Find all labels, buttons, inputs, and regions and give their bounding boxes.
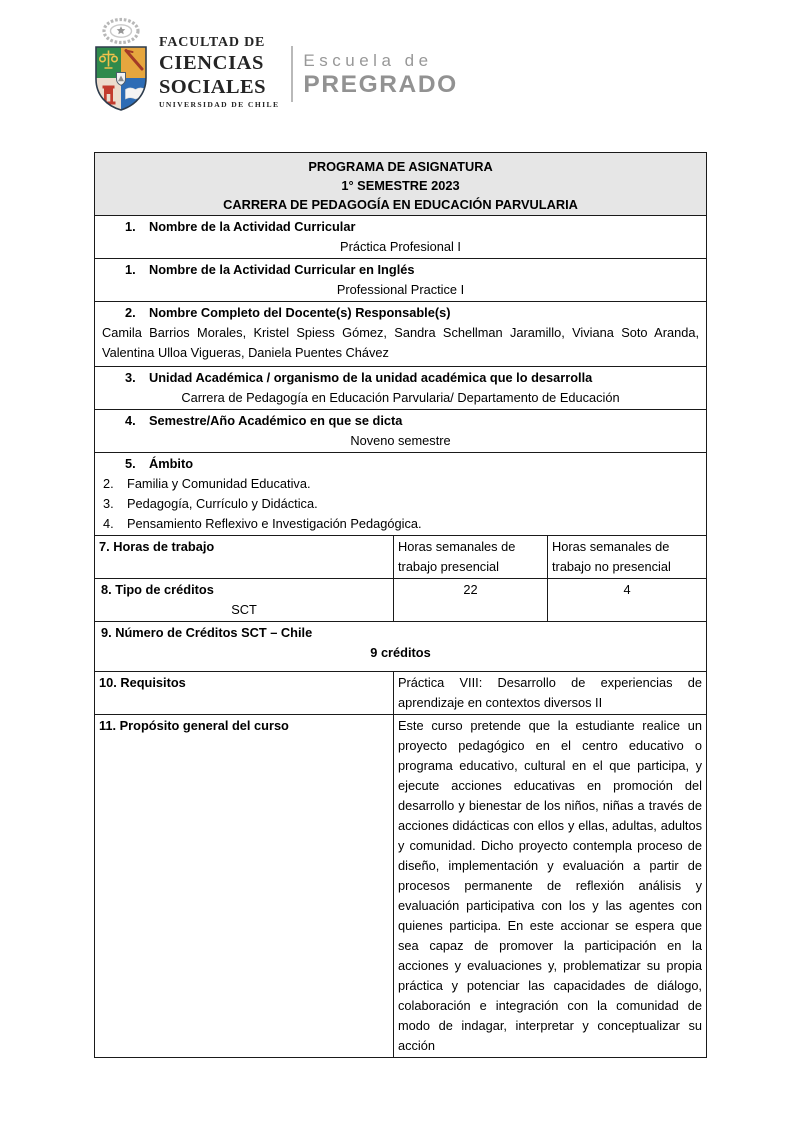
field-number: 5. [125,456,136,471]
field-semester-year [95,410,707,453]
field-value: Camila Barrios Morales, Kristel Spiess Gómez, Sandra Schellman Jaramillo, Viviana Soto Aranda, Valentina Ulloa Vigueras, Daniela Puentes Chávez [102,325,699,360]
school-name [303,52,457,98]
field-title: Nombre Completo del Docente(s) Responsable(s) [149,305,451,320]
requirements-value: Práctica VIII: Desarrollo de experiencias de aprendizaje en contextos diversos II [394,672,707,715]
field-number: 3. [125,370,136,385]
sct-credits-value: 9 créditos [370,645,431,660]
logo [92,16,458,114]
program-semester: 1° SEMESTRE 2023 [341,178,460,193]
field-purpose-label: 11. Propósito general del curso [95,715,394,1058]
field-value: Noveno semestre [350,433,451,448]
field-credit-type [95,579,394,622]
field-value: Práctica Profesional I [340,239,461,254]
field-title: Semestre/Año Académico en que se dicta [149,413,403,428]
faculty-line: SOCIALES [159,75,266,98]
field-title: Ámbito [149,456,194,471]
shield-quadrants [96,47,146,112]
ambito-item: 4. Pensamiento Reflexivo e Investigación Pedagógica. [103,516,422,531]
field-value: Carrera de Pedagogía en Educación Parvularia/ Departamento de Educación [181,390,620,405]
hours-no-presencial-value: 4 [548,579,707,622]
ambito-item: 2. Familia y Comunidad Educativa. [103,476,311,491]
center-emblem-icon [117,73,126,86]
field-requirements-label: 10. Requisitos [95,672,394,715]
university-shield-logo [92,16,150,114]
faculty-name [159,36,279,109]
field-title: 9. Número de Créditos SCT – Chile [101,625,313,640]
field-sct-credits [95,622,707,672]
syllabus-table [94,152,707,1058]
field-title: Nombre de la Actividad Curricular [149,219,356,234]
field-work-hours-label: 7. Horas de trabajo [95,536,394,579]
school-line: PREGRADO [303,71,458,98]
faculty-line: CIENCIAS [159,52,265,74]
field-number: 2. [125,305,136,320]
field-value: Professional Practice I [336,282,465,297]
field-activity-name-english [95,259,707,302]
field-number: 1. [125,262,136,277]
field-ambito [95,453,707,536]
laurel-wreath-icon [104,20,138,43]
field-title: 8. Tipo de créditos [101,582,214,597]
program-career: CARRERA DE PEDAGOGÍA EN EDUCACIÓN PARVULARIA [223,197,578,212]
purpose-value: Este curso pretende que la estudiante realice un proyecto pedagógico en el centro educativo o programa educativo, cultural en el que participa, y ejecute acciones educativas en promoción del desarrollo y bienestar de los niños, niñas a través de acciones didácticas con ellos y ellas, adultas, adultos y comunidad. Dicho proyecto contempla proceso de diseño, implementación y evaluación a partir de procesos permanente de reflexión análisis y evaluación participativa con los y las agentes con quienes participa. En este accionar se espera que sea capaz de promover la participación en la acciones y evaluaciones y, problematizar su propia práctica y potenciar las capacidades de diálogo, colaboración e integración con la comunidad de modo de indagar, interpretar y conceptualizar su acción [394,715,707,1058]
work-hours-presencial-header: Horas semanales de trabajo presencial [394,536,548,579]
logo-divider [291,46,293,102]
ambito-item: 3. Pedagogía, Currículo y Didáctica. [103,496,318,511]
work-hours-no-presencial-header: Horas semanales de trabajo no presencial [548,536,707,579]
credit-type-value: SCT [231,602,257,617]
program-header [95,153,707,216]
field-title: Nombre de la Actividad Curricular en Inglés [149,262,415,277]
university-name: UNIVERSIDAD DE CHILE [159,100,280,109]
school-line: Escuela de [303,51,433,70]
field-activity-name [95,216,707,259]
field-number: 1. [125,219,136,234]
field-academic-unit [95,367,707,410]
field-title: Unidad Académica / organismo de la unidad académica que lo desarrolla [149,370,593,385]
star-icon [117,26,126,34]
field-number: 4. [125,413,136,428]
hours-presencial-value: 22 [394,579,548,622]
faculty-line: FACULTAD DE [159,35,266,50]
program-title: PROGRAMA DE ASIGNATURA [308,159,493,174]
field-responsible-teachers [95,302,707,367]
